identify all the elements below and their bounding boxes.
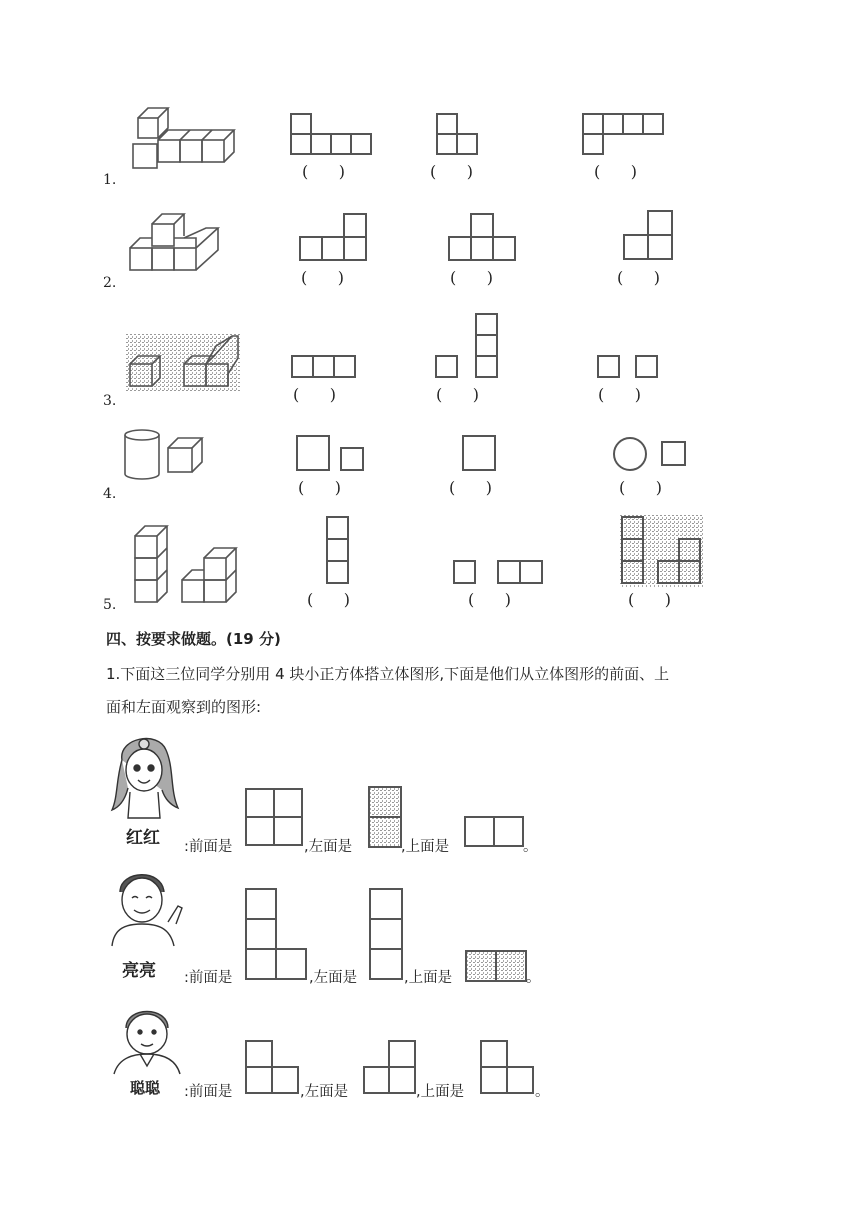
top-view-shape xyxy=(480,1040,536,1096)
cube-solid-figure xyxy=(128,104,240,174)
row-number: 5. xyxy=(103,597,117,613)
student-girl-illustration xyxy=(108,730,182,820)
view-option-b xyxy=(436,113,482,157)
view-option-c xyxy=(596,354,662,380)
row-number: 4. xyxy=(103,486,117,502)
cube-solid-figure xyxy=(130,522,240,608)
left-view-shape xyxy=(369,888,405,982)
left-label: ,左面是 xyxy=(309,970,358,986)
view-option-b xyxy=(448,212,518,262)
answer-blank[interactable]: ( ) xyxy=(436,385,479,404)
front-label: :前面是 xyxy=(184,1084,233,1100)
answer-blank[interactable]: ( ) xyxy=(301,268,344,287)
answer-blank[interactable]: ( ) xyxy=(594,162,637,181)
view-option-a xyxy=(295,434,367,474)
answer-blank[interactable]: ( ) xyxy=(628,590,671,609)
view-option-c xyxy=(620,515,704,587)
question-text-continued: 面和左面观察到的图形: xyxy=(106,698,262,716)
end-mark: 。 xyxy=(526,970,541,986)
front-label: :前面是 xyxy=(184,970,233,986)
top-label: ,上面是 xyxy=(404,970,453,986)
student-name: 红红 xyxy=(126,828,160,848)
student-boy-illustration xyxy=(108,1004,190,1076)
answer-blank[interactable]: ( ) xyxy=(450,268,493,287)
view-option-c xyxy=(582,113,668,157)
section-title: 四、按要求做题。(19 分) xyxy=(106,630,281,648)
top-label: ,上面是 xyxy=(416,1084,465,1100)
answer-blank[interactable]: ( ) xyxy=(298,478,341,497)
answer-blank[interactable]: ( ) xyxy=(302,162,345,181)
front-view-shape xyxy=(245,888,309,982)
view-option-a xyxy=(325,515,351,585)
row-number: 3. xyxy=(103,393,117,409)
top-view-shape xyxy=(465,950,529,984)
row-number: 1. xyxy=(103,172,117,188)
top-label: ,上面是 xyxy=(401,839,450,855)
cube-solid-figure xyxy=(126,212,222,274)
answer-blank[interactable]: ( ) xyxy=(468,590,511,609)
front-label: :前面是 xyxy=(184,839,233,855)
row-number: 2. xyxy=(103,275,117,291)
answer-blank[interactable]: ( ) xyxy=(619,478,662,497)
end-mark: 。 xyxy=(535,1084,550,1100)
answer-blank[interactable]: ( ) xyxy=(598,385,641,404)
left-label: ,左面是 xyxy=(304,839,353,855)
view-option-a xyxy=(290,113,374,157)
student-name: 亮亮 xyxy=(122,961,156,981)
front-view-shape xyxy=(245,1040,303,1096)
cylinder-cube-figure xyxy=(122,428,208,482)
answer-blank[interactable]: ( ) xyxy=(430,162,473,181)
view-option-c xyxy=(612,436,688,474)
front-view-shape xyxy=(245,788,305,850)
view-option-a xyxy=(299,212,369,262)
answer-blank[interactable]: ( ) xyxy=(307,590,350,609)
top-view-shape xyxy=(464,816,526,850)
student-name: 聪聪 xyxy=(130,1079,161,1097)
view-option-a xyxy=(290,354,358,380)
view-option-c xyxy=(622,210,676,262)
view-option-b xyxy=(461,434,499,474)
left-view-shape xyxy=(368,786,402,850)
answer-blank[interactable]: ( ) xyxy=(293,385,336,404)
left-label: ,左面是 xyxy=(300,1084,349,1100)
cube-solid-figure xyxy=(126,334,240,392)
student-boy-illustration xyxy=(106,866,186,950)
view-option-b xyxy=(452,559,546,585)
view-option-b xyxy=(434,312,500,380)
answer-blank[interactable]: ( ) xyxy=(617,268,660,287)
left-view-shape xyxy=(363,1040,419,1096)
question-text: 1.下面这三位同学分别用 4 块小正方体搭立体图形,下面是他们从立体图形的前面、上 xyxy=(106,665,670,683)
end-mark: 。 xyxy=(523,839,538,855)
answer-blank[interactable]: ( ) xyxy=(449,478,492,497)
